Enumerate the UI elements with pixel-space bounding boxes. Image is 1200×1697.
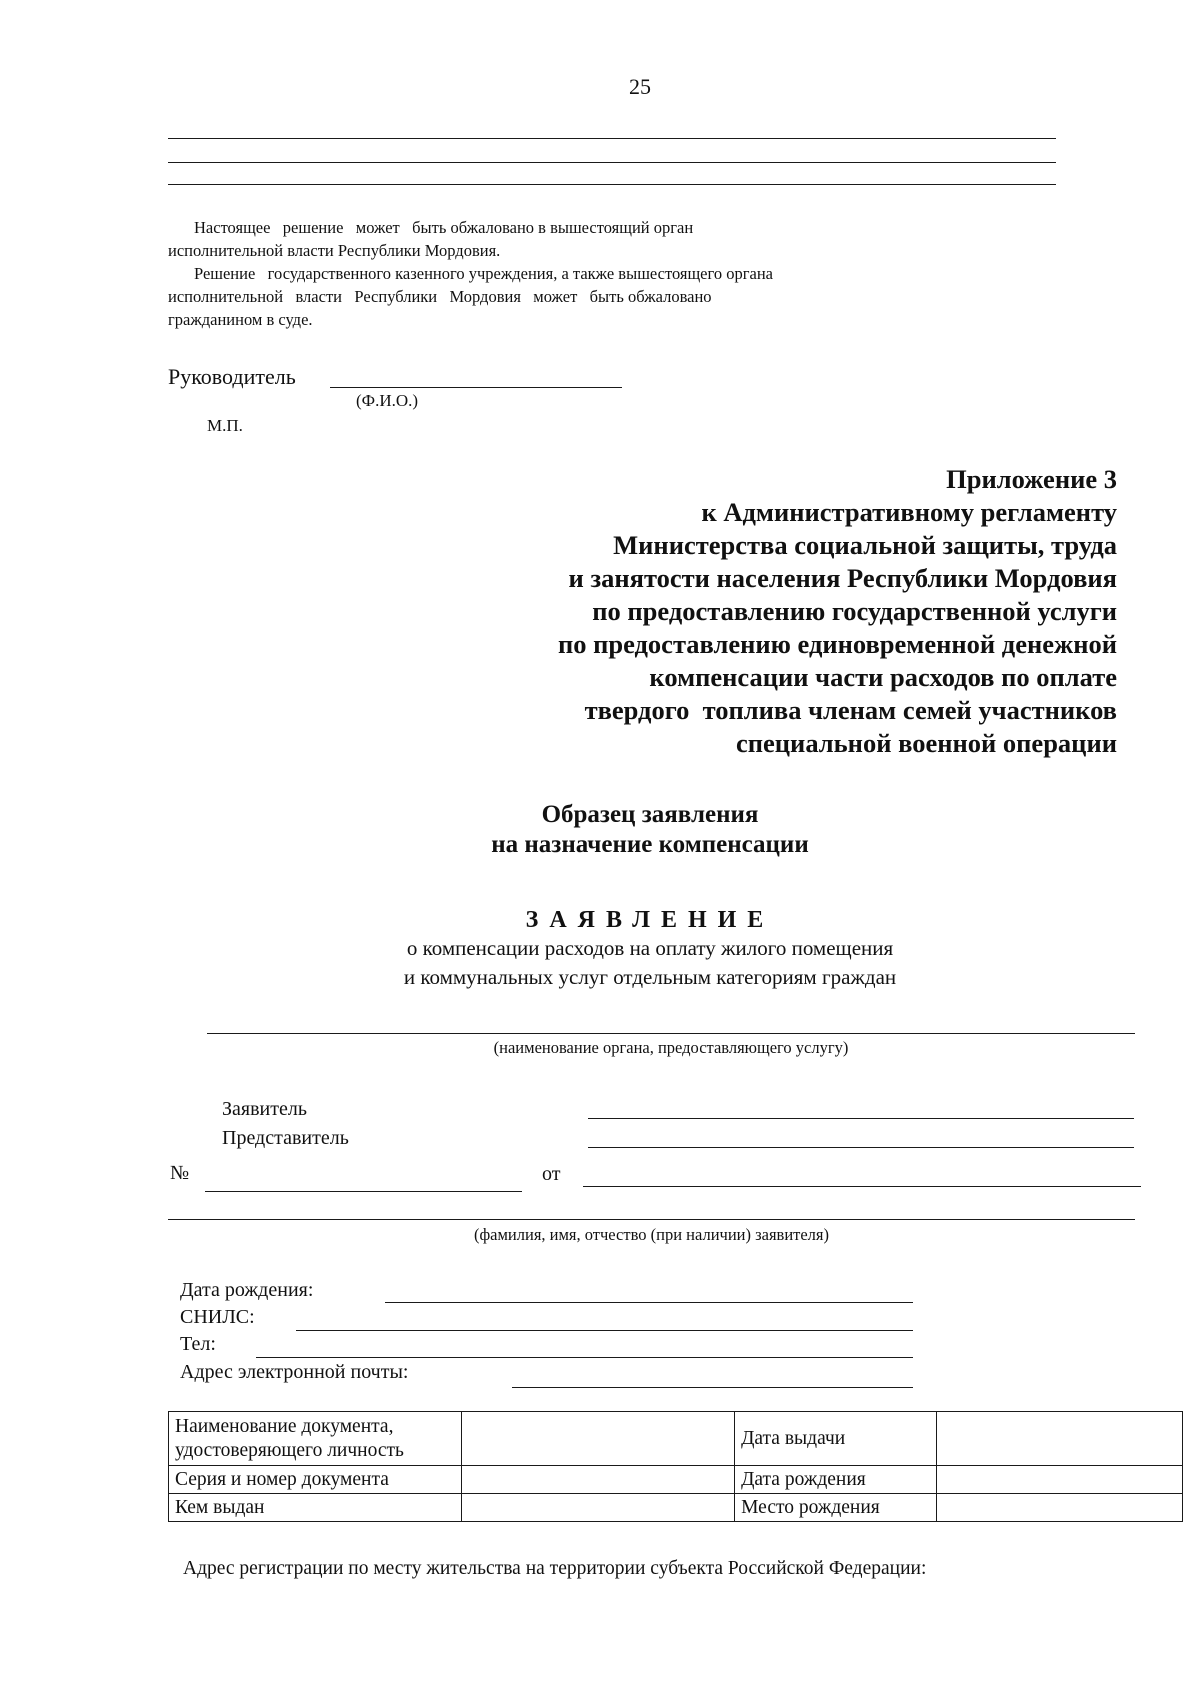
sample-title-line-2: на назначение компенсации	[491, 831, 809, 858]
representative-label: Представитель	[222, 1127, 349, 1149]
birth-place-label: Место рождения	[735, 1494, 937, 1522]
head-fio-caption: (Ф.И.О.)	[356, 391, 419, 410]
table-row	[169, 1494, 1183, 1522]
appeal-p2-line1: Решение государственного казенного учреждения, а также вышестоящего органа	[194, 264, 773, 283]
application-title: ЗАЯВЛЕНИЕ	[525, 907, 775, 933]
applicant-fio-caption: (фамилия, имя, отчество (при наличии) заявителя)	[473, 1225, 830, 1244]
sample-title-line-1: Образец заявления	[541, 801, 759, 828]
appeal-p1-line1: Настоящее решение может быть обжаловано в вышестоящий орган	[194, 218, 694, 237]
issue-date-label: Дата выдачи	[735, 1412, 937, 1466]
representative-input-line[interactable]	[588, 1147, 1134, 1148]
blank-line-top-1	[168, 138, 1056, 139]
appeal-p2-line2: исполнительной власти Республики Мордовия может быть обжаловано	[168, 287, 712, 306]
appeal-paragraph	[168, 216, 928, 331]
table-row	[169, 1412, 1183, 1466]
appeal-p2-line3: гражданином в суде.	[168, 310, 313, 329]
email-input-line[interactable]	[512, 1387, 913, 1388]
blank-line-top-2	[168, 162, 1056, 163]
appendix-line-5: по предоставлению государственной услуги	[592, 596, 1117, 626]
doc-series-number-label: Серия и номер документа	[169, 1466, 462, 1494]
doc-name-label-line-2: удостоверяющего личность	[175, 1439, 404, 1461]
birth-date-label: Дата рождения:	[180, 1279, 314, 1301]
stamp-label: М.П.	[207, 416, 243, 435]
appendix-line-3: Министерства социальной защиты, труда	[613, 530, 1117, 560]
appendix-line-6: по предоставлению единовременной денежной	[557, 629, 1117, 659]
appendix-line-7: компенсации части расходов по оплате	[649, 662, 1117, 692]
birth-place-value-cell[interactable]	[937, 1494, 1183, 1522]
appendix-line-4: и занятости населения Республики Мордовия	[568, 563, 1117, 593]
blank-line-top-3	[168, 184, 1056, 185]
appendix-line-2: к Административному регламенту	[701, 497, 1117, 527]
doc-series-number-value-cell[interactable]	[461, 1466, 734, 1494]
issued-by-label: Кем выдан	[169, 1494, 462, 1522]
doc-name-value-cell[interactable]	[461, 1412, 734, 1466]
appendix-heading	[477, 463, 1117, 760]
appendix-line-8: твердого топлива членам семей участников	[584, 695, 1117, 725]
organ-name-line[interactable]	[207, 1033, 1135, 1034]
appeal-p1-line2: исполнительной власти Республики Мордовия.	[168, 241, 501, 260]
appendix-line-9: специальной военной операции	[735, 728, 1117, 758]
table-row	[169, 1466, 1183, 1494]
sample-title	[0, 800, 1200, 860]
phone-label: Тел:	[180, 1333, 216, 1355]
application-subtitle-line-1: о компенсации расходов на оплату жилого помещения	[406, 936, 894, 960]
registration-address-label: Адрес регистрации по месту жительства на территории субъекта Российской Федерации:	[183, 1558, 927, 1579]
head-label: Руководитель	[168, 364, 296, 389]
from-input-line[interactable]	[583, 1186, 1141, 1187]
appendix-line-1: Приложение 3	[946, 464, 1117, 494]
doc-name-label-cell	[169, 1412, 462, 1466]
identity-document-table	[168, 1411, 1183, 1522]
organ-caption: (наименование органа, предоставляющего услугу)	[493, 1038, 849, 1057]
applicant-input-line[interactable]	[588, 1118, 1134, 1119]
issue-date-value-cell[interactable]	[937, 1412, 1183, 1466]
application-subtitle-line-2: и коммунальных услуг отдельным категориям граждан	[403, 965, 897, 989]
table-birth-date-value-cell[interactable]	[937, 1466, 1183, 1494]
from-label: от	[542, 1163, 561, 1185]
applicant-fio-line[interactable]	[168, 1219, 1135, 1220]
snils-label: СНИЛС:	[180, 1306, 255, 1328]
applicant-label: Заявитель	[222, 1098, 307, 1120]
issued-by-value-cell[interactable]	[461, 1494, 734, 1522]
snils-input-line[interactable]	[296, 1330, 913, 1331]
doc-name-label-line-1: Наименование документа,	[175, 1415, 394, 1437]
number-label: №	[170, 1162, 190, 1184]
application-subtitle	[0, 934, 1200, 992]
email-label: Адрес электронной почты:	[180, 1361, 409, 1383]
number-input-line[interactable]	[205, 1191, 522, 1192]
head-signature-line	[330, 387, 622, 388]
page-number: 25	[629, 74, 651, 99]
birth-date-input-line[interactable]	[385, 1302, 913, 1303]
phone-input-line[interactable]	[256, 1357, 913, 1358]
table-birth-date-label: Дата рождения	[735, 1466, 937, 1494]
